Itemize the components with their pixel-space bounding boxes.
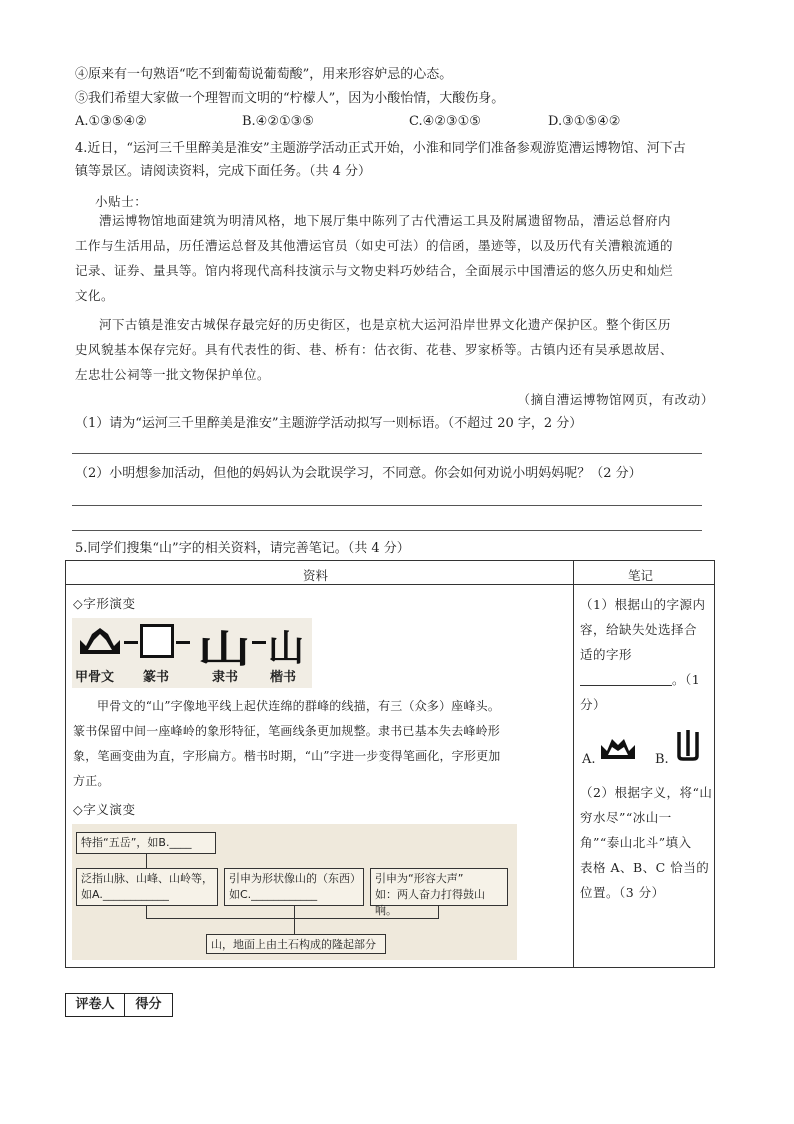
evolution-title: ◇字形演变 <box>73 596 136 611</box>
note-1 <box>580 592 710 717</box>
col-header-material: 资料 <box>303 568 329 583</box>
evolution-text <box>73 694 568 794</box>
passage-source: （摘自漕运博物馆网页，有改动） <box>517 392 714 407</box>
passage-museum <box>75 208 735 308</box>
label-regular: 楷书 <box>270 670 297 685</box>
passage-line: 河下古镇是淮安古城保存最完好的历史街区，也是京杭大运河沿岸世界文化遗产保护区。整个街区历 <box>99 317 672 332</box>
label-oracle-bone: 甲骨文 <box>75 670 115 685</box>
box-shape-like-mountain <box>224 868 364 906</box>
answer-line[interactable] <box>72 453 702 454</box>
option-a-glyph[interactable] <box>599 735 637 761</box>
note-line: （1）根据山的字源内 <box>580 597 706 612</box>
table-divider-vertical <box>573 560 574 968</box>
regular-shan-glyph: 山 <box>268 627 305 669</box>
connector <box>438 906 439 918</box>
note-line: （2）根据字义，将“山 <box>580 785 713 800</box>
connector <box>146 918 439 919</box>
evo-dash <box>252 641 266 644</box>
passage-line: 工作与生活用品，历任漕运总督及其他漕运官员（如史可法）的信函，墨迹等，以及历代有关漕粮流通的 <box>75 238 674 253</box>
choice-d: D.③①⑤④② <box>548 114 621 129</box>
connector <box>146 906 147 918</box>
label-seal: 篆书 <box>143 670 170 685</box>
note-line: 角”“泰山北斗”填入 <box>580 835 692 850</box>
q4-sub1: （1）请为“运河三千里醉美是淮安”主题游学活动拟写一则标语。（不超过 20 字，2 分） <box>75 416 583 431</box>
missing-seal-glyph-box[interactable] <box>140 624 174 658</box>
connector <box>146 854 147 868</box>
evo-line: 篆书保留中间一座峰岭的象形特征，笔画线条更加规整。隶书已基本失去峰岭形 <box>73 724 501 738</box>
box-line: 引申为“形容大声” <box>375 872 464 885</box>
box-line: 如A.____________ <box>81 888 169 901</box>
q5-stem: 5.同学们搜集“山”字的相关资料，请完善笔记。（共 4 分） <box>75 541 410 556</box>
score-box <box>65 993 173 1017</box>
note-line: 分） <box>580 697 607 712</box>
meaning-diagram <box>72 824 517 960</box>
evo-line: 象，笔画变曲为直，字形扁方。楷书时期，“山”字进一步变得笔画化，字形更加 <box>73 749 501 763</box>
evo-line: 甲骨文的“山”字像地平线上起伏连绵的群峰的线描，有三（众多）座峰头。 <box>97 699 501 713</box>
box-mountains-general <box>76 868 218 906</box>
box-line: 泛指山脉、山峰、山岭等， <box>81 872 213 885</box>
box-base-meaning: 山，地面上由土石构成的隆起部分 <box>206 934 386 954</box>
choice-b: B.④②①③⑤ <box>242 114 314 129</box>
q4-sub2: （2）小明想参加活动，但他的妈妈认为会耽误学习，不同意。你会如何劝说小明妈妈呢？（2 分） <box>75 466 642 481</box>
passage-ancient-town <box>75 312 735 387</box>
note-text: 。（1 <box>672 672 701 687</box>
answer-line[interactable] <box>72 505 702 506</box>
grader-cell: 评卷人 <box>66 994 125 1016</box>
option-b-glyph[interactable] <box>675 728 701 762</box>
q4-stem-line2: 镇等景区。请阅读资料，完成下面任务。（共 4 分） <box>75 164 372 179</box>
passage-line: 史风貌基本保存完好。具有代表性的街、巷、桥有：估衣街、花巷、罗家桥等。古镇内还有吴承恩故居、 <box>75 342 674 357</box>
connector <box>294 918 295 934</box>
passage-line: 记录、证券、量具等。馆内将现代高科技演示与文物史料巧妙结合，全面展示中国漕运的悠久历史和灿烂 <box>75 263 674 278</box>
note-line: 表格 A、B、C 恰当的 <box>580 860 710 875</box>
choice-a: A.①③⑤④② <box>75 114 147 129</box>
box-line: 如：两人奋力打得鼓山响。 <box>375 888 485 917</box>
box-five-mountains: 特指“五岳”，如B.____ <box>76 832 216 854</box>
meaning-title: ◇字义演变 <box>73 802 136 817</box>
item-5: ⑤我们希望大家做一个理智而文明的“柠檬人”，因为小酸怡情，大酸伤身。 <box>75 91 505 106</box>
box-line: 引申为形状像山的（东西） <box>229 872 361 885</box>
clerical-shan-glyph: 山 <box>197 626 251 671</box>
note-line <box>580 667 710 692</box>
box-loud-sound <box>370 868 508 917</box>
label-clerical: 隶书 <box>212 670 239 685</box>
note-2 <box>580 780 714 905</box>
note-line: 位置。（3 分） <box>580 885 665 900</box>
evo-dash <box>176 641 190 644</box>
evo-line: 方正。 <box>73 774 110 788</box>
option-a-label: A. <box>582 752 596 767</box>
passage-line: 漕运博物馆地面建筑为明清风格，地下展厅集中陈列了古代漕运工具及附属遗留物品，漕运总督府内 <box>99 213 672 228</box>
passage-line: 文化。 <box>75 288 115 303</box>
note-line: 适的字形 <box>580 647 633 662</box>
box-line: 如C.____________ <box>229 888 318 901</box>
q4-stem-line1: 4.近日，“运河三千里醉美是淮安”主题游学活动正式开始，小淮和同学们准备参观游览漕运博物馆、河下古 <box>75 141 686 156</box>
oracle-bone-shan-glyph <box>77 626 123 658</box>
fill-blank[interactable] <box>580 671 672 686</box>
choice-c: C.④②③①⑤ <box>409 114 481 129</box>
evo-dash <box>124 641 138 644</box>
option-b-label: B. <box>655 752 669 767</box>
tip-title: 小贴士： <box>95 194 148 209</box>
score-cell: 得分 <box>135 997 162 1012</box>
passage-line: 左忠壮公祠等一批文物保护单位。 <box>75 367 271 382</box>
item-4: ④原来有一句熟语“吃不到葡萄说葡萄酸”，用来形容妒忌的心态。 <box>75 67 453 82</box>
table-divider-header <box>65 584 715 585</box>
note-line: 穷水尽”“冰山一 <box>580 810 672 825</box>
col-header-notes: 笔记 <box>628 568 654 583</box>
connector <box>294 906 295 918</box>
note-line: 容，给缺失处选择合 <box>580 622 698 637</box>
answer-line[interactable] <box>72 530 702 531</box>
